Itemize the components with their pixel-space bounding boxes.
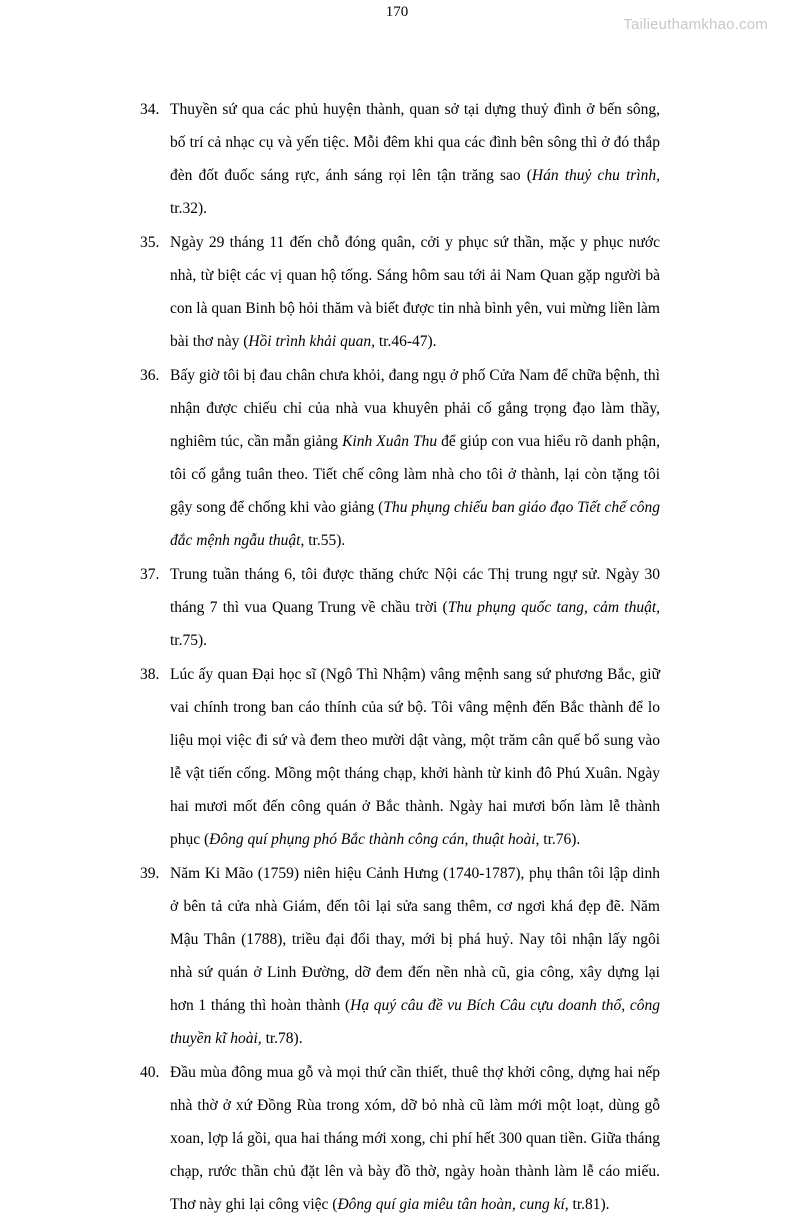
list-item-number: 35. bbox=[140, 234, 160, 251]
list-item-number: 36. bbox=[140, 367, 160, 384]
list-item-number: 39. bbox=[140, 865, 160, 882]
list-item-number: 37. bbox=[140, 566, 160, 583]
list-item-text: Thuyền sứ qua các phủ huyện thành, quan sở tại dựng thuỷ đình ở bến sông, bố trí cả nhạc cụ và yến tiệc. Mỗi đêm khi qua các đình bên sông thì ở đó thắp đèn đốt đuốc sáng rực, ánh sáng rọi lên tận trăng sao (Hán thuỷ chu trình, tr.32). bbox=[170, 101, 660, 217]
list-item-text: Ngày 29 tháng 11 đến chỗ đóng quân, cởi y phục sứ thần, mặc y phục nước nhà, từ biệt các vị quan hộ tống. Sáng hôm sau tới ải Nam Quan gặp người bà con là quan Binh bộ hỏi thăm và biết được tin nhà bình yên, vui mừng liền làm bài thơ này (Hồi trình khải quan, tr.46-47). bbox=[170, 234, 660, 350]
list-item-number: 34. bbox=[140, 101, 160, 118]
watermark-text: Tailieuthamkhao.com bbox=[623, 16, 768, 33]
list-item bbox=[140, 658, 660, 856]
list-item-number: 38. bbox=[140, 666, 160, 683]
list-item-text: Năm Ki Mão (1759) niên hiệu Cảnh Hưng (1740-1787), phụ thân tôi lập dinh ở bên tả cửa nhà Giám, đến tôi lại sửa sang thêm, cơ ngơi khá đẹp đẽ. Năm Mậu Thân (1788), triều đại đổi thay, mới bị phá huỷ. Nay tôi nhận lấy ngôi nhà sứ quán ở Linh Đường, dỡ đem đến nền nhà cũ, gia công, xây dựng lại hơn 1 tháng thì hoàn thành (Hạ quý câu đề vu Bích Câu cựu doanh thổ, công thuyền kĩ hoài, tr.78). bbox=[170, 865, 660, 1047]
list-item-text: Bấy giờ tôi bị đau chân chưa khỏi, đang ngụ ở phố Cửa Nam để chữa bệnh, thì nhận được chiếu chỉ của nhà vua khuyên phải cố gắng trọng đạo làm thầy, nghiêm túc, cần mẫn giảng Kinh Xuân Thu để giúp con vua hiểu rõ danh phận, tôi cố gắng tuân theo. Tiết chế công làm nhà cho tôi ở thành, lại còn tặng tôi gậy song để chống khi vào giảng (Thu phụng chiếu ban giáo đạo Tiết chế công đắc mệnh ngẫu thuật, tr.55). bbox=[170, 367, 661, 549]
list-item bbox=[140, 93, 660, 225]
list-item bbox=[140, 1056, 660, 1221]
list-item-text: Trung tuần tháng 6, tôi được thăng chức Nội các Thị trung ngự sử. Ngày 30 tháng 7 thì vua Quang Trung về chầu trời (Thu phụng quốc tang, cảm thuật, tr.75). bbox=[170, 566, 661, 649]
list-item bbox=[140, 226, 660, 358]
list-item-text: Lúc ấy quan Đại học sĩ (Ngô Thì Nhậm) vâng mệnh sang sứ phương Bắc, giữ vai chính trong ban cáo thính của sứ bộ. Tôi vâng mệnh đến Bắc thành để lo liệu mọi việc đi sứ và đem theo mười dật vàng, một trăm cân quế bổ sung vào lễ vật tiến cống. Mồng một tháng chạp, khởi hành từ kinh đô Phú Xuân. Ngày hai mươi mốt đến công quán ở Bắc thành. Ngày hai mươi bốn làm lễ thành phục (Đông quí phụng phó Bắc thành công cán, thuật hoài, tr.76). bbox=[170, 666, 660, 848]
document-body bbox=[140, 93, 660, 1222]
list-item bbox=[140, 857, 660, 1055]
list-item-text: Đầu mùa đông mua gỗ và mọi thứ cần thiết, thuê thợ khởi công, dựng hai nếp nhà thờ ở xứ Đồng Rùa trong xóm, dỡ bỏ nhà cũ làm mới một loạt, dùng gỗ xoan, lợp lá gồi, qua hai tháng mới xong, chi phí hết 300 quan tiền. Giữa tháng chạp, rước thần chủ đặt lên và bày đồ thờ, ngày hoàn thành làm lễ cáo miếu. Thơ này ghi lại công việc (Đông quí gia miêu tân hoàn, cung kí, tr.81). bbox=[170, 1064, 660, 1213]
list-item-number: 40. bbox=[140, 1064, 160, 1081]
list-item bbox=[140, 558, 660, 657]
list-item bbox=[140, 359, 660, 557]
page-number: 170 bbox=[385, 4, 409, 20]
